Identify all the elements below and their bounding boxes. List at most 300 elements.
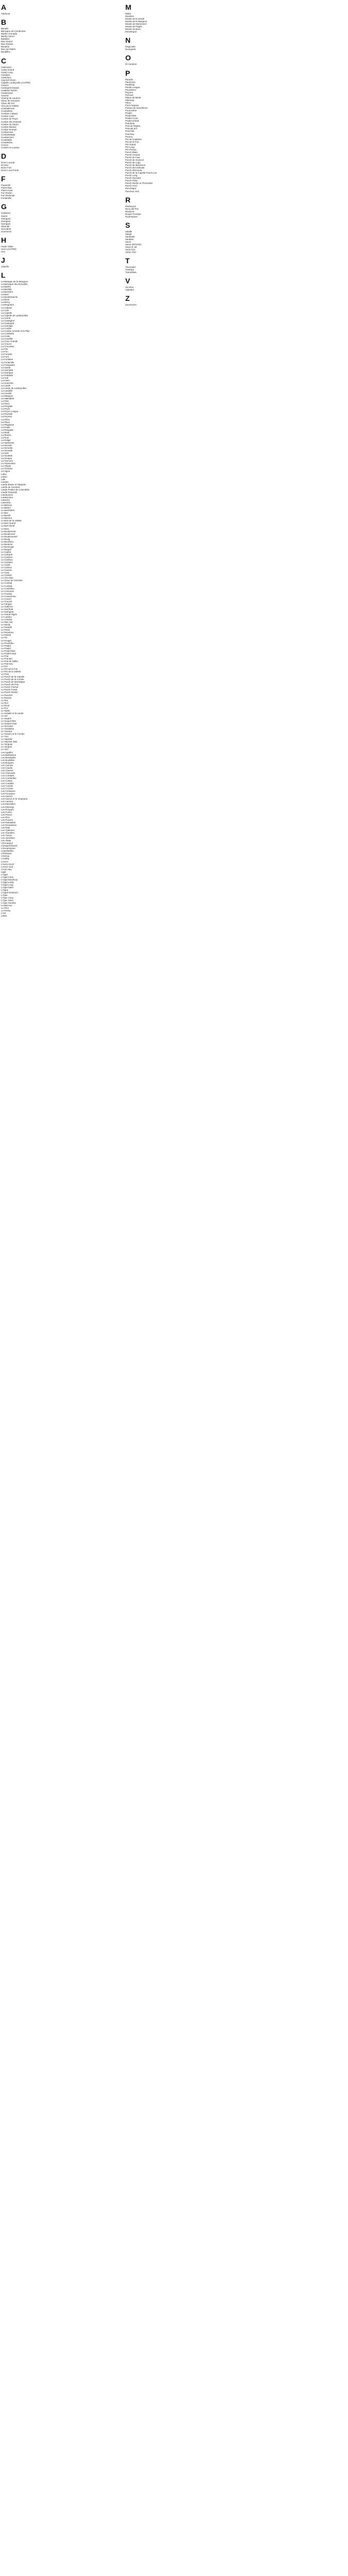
place-name-link[interactable]: La Jouvente xyxy=(1,381,13,384)
place-name-link[interactable]: Puech de Marsenon xyxy=(125,164,146,167)
place-name-link[interactable]: Zourveyms xyxy=(125,303,137,307)
place-name-link[interactable]: Pradel Bas xyxy=(125,114,137,117)
place-name-link[interactable]: Galiniace xyxy=(1,212,11,215)
place-name-link[interactable]: Lanta xyxy=(1,914,7,918)
place-name-link[interactable]: Le Prat de Nalbe xyxy=(1,659,18,663)
place-name-link[interactable]: Camp Grand xyxy=(1,68,14,71)
place-name-link[interactable]: Lo Pessu xyxy=(1,909,11,912)
place-name-link[interactable]: La Tribale xyxy=(1,465,11,468)
place-name-link[interactable]: Les Clauset xyxy=(1,769,13,772)
place-name-link[interactable]: Puech de Lugo xyxy=(125,161,141,164)
place-name-link[interactable]: Combe de Peyre xyxy=(1,117,18,121)
place-name-link[interactable]: Le Boudevrnet xyxy=(1,530,16,533)
place-name-link[interactable]: Saver (ROUTE) xyxy=(125,243,141,246)
place-name-link[interactable]: Combaléroes xyxy=(1,107,15,110)
place-name-link[interactable]: Le Puech de la Capelle xyxy=(1,675,25,679)
place-name-link[interactable]: Les Coudats xyxy=(1,782,14,785)
place-name-link[interactable]: Paumovio xyxy=(125,80,136,83)
place-name-link[interactable]: Puech Nouvadi xyxy=(125,177,141,180)
place-name-link[interactable]: Prenou xyxy=(125,135,133,138)
place-name-link[interactable]: Pédéfisal xyxy=(125,83,135,86)
place-name-link[interactable]: Le Pouchfau xyxy=(1,641,14,645)
place-name-link[interactable]: L'Ogal Long xyxy=(1,883,13,886)
place-name-link[interactable]: Haute Valas xyxy=(1,245,13,248)
place-name-link[interactable]: Malet xyxy=(125,12,131,15)
place-name-link[interactable]: Le Puechel xyxy=(1,693,12,697)
place-name-link[interactable]: Le Bois de la Valette xyxy=(1,519,22,522)
place-name-link[interactable]: Puech Cramat xyxy=(125,153,140,156)
place-name-link[interactable]: Lespelaelles xyxy=(1,850,14,853)
place-name-link[interactable]: Le Bois Rond xyxy=(1,524,15,528)
place-name-link[interactable]: Le Burgus xyxy=(1,548,12,551)
place-name-link[interactable]: Tirelebre xyxy=(125,268,135,272)
place-name-link[interactable]: L'Ojue Sourbie xyxy=(1,902,16,905)
place-name-link[interactable]: Les Barbasses xyxy=(1,753,16,756)
place-name-link[interactable]: Le Fangas xyxy=(1,602,12,605)
place-name-link[interactable]: L'Ogué Destruch xyxy=(1,891,18,894)
place-name-link[interactable]: Salaté xyxy=(125,232,132,235)
place-name-link[interactable]: Le Soladié et la Lande xyxy=(1,711,24,715)
place-name-link[interactable]: La Riale xyxy=(1,431,10,434)
place-name-link[interactable]: Les Plus xyxy=(1,816,10,819)
place-name-link[interactable]: La Bondetraunie xyxy=(1,296,18,299)
place-name-link[interactable]: Les Garrics xyxy=(1,795,13,798)
place-name-link[interactable]: Saver xyxy=(125,241,131,243)
place-name-link[interactable]: Combensse xyxy=(1,130,13,133)
place-name-link[interactable]: Landoueres xyxy=(1,493,13,496)
place-name-link[interactable]: Flazet Haut xyxy=(1,189,13,192)
place-name-link[interactable]: Dorre Louzial xyxy=(1,161,15,164)
place-name-link[interactable]: Les Combettes xyxy=(1,777,16,779)
place-name-link[interactable]: Combe Maonie xyxy=(1,125,16,128)
place-name-link[interactable]: Le Pradel Bas xyxy=(1,649,15,652)
place-name-link[interactable]: Le Roc xyxy=(1,706,8,709)
place-name-link[interactable]: La Peyrade xyxy=(1,413,13,416)
place-name-link[interactable]: La Peyre xyxy=(1,408,10,411)
place-name-link[interactable]: L'Ogal Saint xyxy=(1,886,13,889)
place-name-link[interactable]: Garriguel xyxy=(1,222,11,225)
place-name-link[interactable]: Sous l'Ort xyxy=(125,248,136,251)
place-name-link[interactable]: Le Mas Hut xyxy=(1,621,13,624)
place-name-link[interactable]: Puechagut xyxy=(125,187,136,190)
place-name-link[interactable]: Le Paradel xyxy=(1,626,12,629)
place-name-link[interactable]: Capelle Lardeyrolle (AUTRE) xyxy=(1,81,30,84)
place-name-link[interactable]: Le Puech del Fau xyxy=(1,683,19,686)
place-name-link[interactable]: La Carral xyxy=(1,316,11,319)
place-name-link[interactable]: Recu del Pec xyxy=(125,207,139,210)
place-name-link[interactable]: Bois Grand xyxy=(1,40,12,43)
place-name-link[interactable]: Le Garrifoat xyxy=(1,607,13,611)
place-name-link[interactable]: Le Bouvegat xyxy=(1,545,14,548)
place-name-link[interactable]: Plaine de Metel xyxy=(125,96,141,99)
place-name-link[interactable]: Les Tyalènes xyxy=(1,828,14,832)
place-name-link[interactable]: La Capelle de Lardeyrolles xyxy=(1,314,28,317)
place-name-link[interactable]: La Crouzette xyxy=(1,345,14,348)
place-name-link[interactable]: Puech Blanc xyxy=(125,150,138,154)
place-name-link[interactable]: Pont Fargues xyxy=(125,104,139,107)
place-name-link[interactable]: Le Pré de la Valette xyxy=(1,670,21,673)
place-name-link[interactable]: L'Escarrassou xyxy=(1,847,15,850)
place-name-link[interactable]: La Baraque de la Margune xyxy=(1,280,28,283)
place-name-link[interactable]: Mourlergue xyxy=(125,30,137,33)
place-name-link[interactable]: Le Cambou xyxy=(1,558,13,562)
place-name-link[interactable]: Le Prat xyxy=(1,654,9,657)
place-name-link[interactable]: Le Pebrat xyxy=(1,634,11,637)
place-name-link[interactable]: Cap Del Cleen xyxy=(1,78,16,81)
place-name-link[interactable]: Catalane Redon xyxy=(1,89,18,92)
place-name-link[interactable]: Les Caudis xyxy=(1,766,12,769)
place-name-link[interactable]: Joberlin xyxy=(1,265,9,268)
place-name-link[interactable]: Le Pradel xyxy=(1,647,11,650)
place-name-link[interactable]: Le Combal xyxy=(1,582,12,585)
place-name-link[interactable]: Le Caxy xyxy=(1,571,10,574)
place-name-link[interactable]: Le Prat Neu xyxy=(1,662,13,665)
place-name-link[interactable]: Le Clos Bas xyxy=(1,577,13,580)
place-name-link[interactable]: Crouzo xyxy=(1,143,9,146)
place-name-link[interactable]: Le Suquet Haut xyxy=(1,722,17,725)
place-name-link[interactable]: L'Ogal xyxy=(1,873,8,876)
place-name-link[interactable]: La Lande de Lardeyrolles xyxy=(1,386,27,389)
place-name-link[interactable]: Le Combat xyxy=(1,584,12,587)
place-name-link[interactable]: Paradis xyxy=(125,78,133,81)
place-name-link[interactable]: Canabes xyxy=(1,73,10,76)
place-name-link[interactable]: Boudilles xyxy=(1,50,10,54)
place-name-link[interactable]: Croisés et Londou xyxy=(1,146,20,149)
place-name-link[interactable]: Le Cardaire xyxy=(1,561,13,564)
place-name-link[interactable]: Les Tourelles xyxy=(1,831,14,834)
place-name-link[interactable]: Le Blanout xyxy=(1,517,12,520)
place-name-link[interactable]: Vernhes xyxy=(125,286,134,289)
place-name-link[interactable]: Les Boubilles xyxy=(1,758,15,761)
place-name-link[interactable]: Moulin de la Margune xyxy=(125,20,147,23)
place-name-link[interactable]: Le Galerme xyxy=(1,605,13,608)
place-name-link[interactable]: La Vigne xyxy=(1,470,10,473)
place-name-link[interactable]: Combes Cabara xyxy=(1,112,18,115)
place-name-link[interactable]: L'Ojue xyxy=(1,894,8,897)
place-name-link[interactable]: La Parro xyxy=(1,402,10,405)
place-name-link[interactable]: Pradel Grand xyxy=(125,120,139,123)
place-name-link[interactable]: Le Cambon xyxy=(1,556,13,559)
place-name-link[interactable]: La Fonsole xyxy=(1,353,12,356)
place-name-link[interactable]: Aiteboua xyxy=(1,12,10,15)
place-name-link[interactable]: Les Bessadels xyxy=(1,756,16,759)
place-name-link[interactable]: Plesu xyxy=(125,101,131,104)
place-name-link[interactable]: La Fite xyxy=(1,348,8,351)
place-name-link[interactable]: L'Herm xyxy=(1,860,9,863)
place-name-link[interactable]: Le Prés xyxy=(1,673,9,676)
place-name-link[interactable]: Le Bouig xyxy=(1,537,10,540)
place-name-link[interactable]: La Garde xyxy=(1,366,11,369)
place-name-link[interactable]: La Barraque des Escudiès xyxy=(1,283,28,286)
place-name-link[interactable]: Prat Neu xyxy=(125,132,135,135)
place-name-link[interactable]: La Coustille xyxy=(1,337,13,341)
place-name-link[interactable]: Claux del Sol xyxy=(1,102,14,105)
place-name-link[interactable]: La Roie xyxy=(1,436,9,439)
place-name-link[interactable]: Le Crouzel xyxy=(1,600,12,603)
place-name-link[interactable]: Le Sol xyxy=(1,714,8,717)
place-name-link[interactable]: Le Vert xyxy=(1,748,8,751)
place-name-link[interactable]: L'Ort xyxy=(1,912,6,915)
place-name-link[interactable]: La Salavetrie xyxy=(1,441,14,444)
place-name-link[interactable]: Le Puech Redon xyxy=(1,691,18,694)
place-name-link[interactable]: La Souque xyxy=(1,457,12,460)
place-name-link[interactable]: Le Riol xyxy=(1,701,8,704)
place-name-link[interactable]: Dorre Fort xyxy=(1,166,12,170)
place-name-link[interactable]: Therondel xyxy=(125,266,136,269)
place-name-link[interactable]: Roque Pourque xyxy=(125,212,141,215)
place-name-link[interactable]: Les Mazzelles xyxy=(1,803,15,806)
place-name-link[interactable]: Lavernha xyxy=(1,501,11,504)
place-name-link[interactable]: Garrot xyxy=(1,214,8,217)
place-name-link[interactable]: Le Causse xyxy=(1,569,12,572)
place-name-link[interactable]: La Castegral xyxy=(1,321,14,325)
place-name-link[interactable]: L'Ogue xyxy=(1,889,9,892)
place-name-link[interactable]: La Servette xyxy=(1,447,13,450)
place-name-link[interactable]: Hon xyxy=(1,250,6,253)
place-name-link[interactable]: La Lande xyxy=(1,384,11,387)
place-name-link[interactable]: Le Bois Grand xyxy=(1,522,16,525)
place-name-link[interactable]: La Brécy xyxy=(1,301,10,304)
place-name-link[interactable]: Le Pelusnes xyxy=(1,631,14,634)
place-name-link[interactable]: La Grabade xyxy=(1,374,13,377)
place-name-link[interactable]: Herm (AUTRE) xyxy=(1,247,16,250)
place-name-link[interactable]: Peyralemo xyxy=(125,88,136,91)
place-name-link[interactable]: Cabrosset xyxy=(1,65,12,69)
place-name-link[interactable]: L'Escargoul xyxy=(1,842,13,845)
place-name-link[interactable]: Barthe Verrel xyxy=(1,35,14,38)
place-name-link[interactable]: Barthe Crenada xyxy=(1,32,17,36)
place-name-link[interactable]: Pradel Court xyxy=(125,117,138,120)
place-name-link[interactable]: Sarabes xyxy=(125,238,134,241)
place-name-link[interactable]: La Combe Grande et la Plan xyxy=(1,329,30,332)
place-name-link[interactable]: Puech de la Capelle Puech Lier xyxy=(125,172,157,175)
place-name-link[interactable]: Pré Pichou xyxy=(125,148,137,151)
place-name-link[interactable]: Lande de Gumaret xyxy=(1,485,20,488)
place-name-link[interactable]: Le Pré de la Fon xyxy=(1,668,18,671)
place-name-link[interactable]: Le Cassou xyxy=(1,566,12,569)
place-name-link[interactable]: Claux de Gumarot xyxy=(1,99,20,103)
place-name-link[interactable]: Le Pradel xyxy=(1,644,11,647)
place-name-link[interactable]: Les Coustis xyxy=(1,785,13,788)
place-name-link[interactable]: Les Claussels xyxy=(1,771,15,774)
place-name-link[interactable]: Lande Redonde xyxy=(1,490,18,494)
place-name-link[interactable]: Lasserre xyxy=(1,498,10,501)
place-name-link[interactable]: La Peyre Longue xyxy=(1,410,19,413)
place-name-link[interactable]: Negsoutie xyxy=(125,45,136,48)
place-name-link[interactable]: Le Travaux xyxy=(1,730,12,733)
place-name-link[interactable]: La Landelle xyxy=(1,389,13,393)
place-name-link[interactable]: Le Pic xyxy=(1,636,8,639)
place-name-link[interactable]: La Fontaine xyxy=(1,358,13,361)
place-name-link[interactable]: Puech Long xyxy=(125,174,138,177)
place-name-link[interactable]: Tramafiluia xyxy=(125,271,137,274)
place-name-link[interactable]: Combettelade xyxy=(1,133,15,136)
place-name-link[interactable]: La Sole xyxy=(1,452,9,455)
place-name-link[interactable]: Les Pouvés xyxy=(1,818,13,821)
place-name-link[interactable]: La Pergade xyxy=(1,405,13,408)
place-name-link[interactable]: La Garridde xyxy=(1,368,13,371)
place-name-link[interactable]: Puech d'Ernoust xyxy=(125,169,142,172)
place-name-link[interactable]: L'Herm Nord xyxy=(1,862,14,866)
place-name-link[interactable]: Le Bouteza xyxy=(1,543,13,546)
place-name-link[interactable]: Le Bétroux xyxy=(1,504,12,507)
place-name-link[interactable]: Le Suquet Bas xyxy=(1,719,16,722)
place-name-link[interactable]: Les Burgues xyxy=(1,761,14,764)
place-name-link[interactable]: Champ de Lauriers xyxy=(1,97,21,100)
place-name-link[interactable]: Le Coustereau xyxy=(1,595,16,598)
place-name-link[interactable]: Le Boudessonel xyxy=(1,535,18,538)
place-name-link[interactable]: La Triclame xyxy=(1,467,13,470)
place-name-link[interactable]: Puech Verd xyxy=(125,184,137,188)
place-name-link[interactable]: Le Claux de Garnette xyxy=(1,579,23,582)
place-name-link[interactable]: La Lèvade xyxy=(1,392,12,395)
place-name-link[interactable]: Pré Grand xyxy=(125,143,136,146)
place-name-link[interactable]: Rasseynol xyxy=(125,205,136,208)
place-name-link[interactable]: Planeaty xyxy=(125,98,135,101)
place-name-link[interactable]: La Borie xyxy=(1,298,10,301)
place-name-link[interactable]: Lale xyxy=(1,478,6,481)
place-name-link[interactable]: Lafex xyxy=(1,472,7,476)
place-name-link[interactable]: L'Ojue Saint xyxy=(1,899,13,902)
place-name-link[interactable]: La Traverslére xyxy=(1,462,16,465)
place-name-link[interactable]: Ol Cendren xyxy=(125,63,137,66)
place-name-link[interactable]: La Peyrere xyxy=(1,415,12,418)
place-name-link[interactable]: Lardeyroles xyxy=(1,496,13,499)
place-name-link[interactable]: Banelle xyxy=(1,27,9,30)
place-name-link[interactable]: Les Fontaines xyxy=(1,790,15,793)
place-name-link[interactable]: La Tourcere xyxy=(1,460,13,463)
place-name-link[interactable]: Prat Filié xyxy=(125,130,135,133)
place-name-link[interactable]: Pourcestrie xyxy=(125,109,137,112)
place-name-link[interactable]: La Marguse xyxy=(1,395,13,398)
place-name-link[interactable]: Le Travers et le Combe xyxy=(1,733,25,736)
place-name-link[interactable]: Les Rats xyxy=(1,826,10,829)
place-name-link[interactable]: Casson xyxy=(1,83,9,87)
place-name-link[interactable]: La Rivière xyxy=(1,433,11,436)
place-name-link[interactable]: Moulin du Bosc xyxy=(125,28,141,31)
place-name-link[interactable]: La Rangade xyxy=(1,428,13,431)
place-name-link[interactable]: L'Ogal Cany xyxy=(1,875,14,878)
place-name-link[interactable]: Moulière xyxy=(125,15,134,18)
place-name-link[interactable]: La Croie Grande xyxy=(1,340,18,343)
place-name-link[interactable]: Le Bes xyxy=(1,512,8,515)
place-name-link[interactable]: La Combette xyxy=(1,332,14,335)
place-name-link[interactable]: Les Carneis xyxy=(1,764,13,767)
place-name-link[interactable]: La Hutt xyxy=(1,376,9,379)
place-name-link[interactable]: Le Combillou xyxy=(1,587,14,590)
place-name-link[interactable]: Vialettes xyxy=(125,289,134,292)
place-name-link[interactable]: Le Coudoy xyxy=(1,592,12,595)
place-name-link[interactable]: Les Rieutasses xyxy=(1,823,17,826)
place-name-link[interactable]: Les Ramadels xyxy=(1,821,16,824)
place-name-link[interactable]: Le Salas xyxy=(1,709,10,712)
place-name-link[interactable]: Le Vergnet xyxy=(1,745,12,749)
place-name-link[interactable]: La Servade xyxy=(1,449,13,452)
place-name-link[interactable]: Poteau de Saoutherra xyxy=(125,107,147,110)
place-name-link[interactable]: Peyrere xyxy=(125,91,134,94)
place-name-link[interactable]: La Boie xyxy=(1,293,9,296)
place-name-link[interactable]: Le Terondel xyxy=(1,725,13,728)
place-name-link[interactable]: Le Pouget xyxy=(1,639,12,642)
place-name-link[interactable]: La Imelo xyxy=(1,379,10,382)
place-name-link[interactable]: La Plagiasse xyxy=(1,423,14,426)
place-name-link[interactable]: La Bessière xyxy=(1,291,13,294)
place-name-link[interactable]: Lo Pèro xyxy=(1,907,9,910)
place-name-link[interactable]: Le Tondadou xyxy=(1,727,14,731)
place-name-link[interactable]: La Rollgé xyxy=(1,438,11,442)
place-name-link[interactable]: Le Puech de Montelgne xyxy=(1,681,25,684)
place-name-link[interactable]: Le Besell xyxy=(1,514,11,517)
place-name-link[interactable]: Combe du Garrin xyxy=(1,123,19,126)
place-name-link[interactable]: Puechen Vert xyxy=(125,190,139,193)
place-name-link[interactable]: Les Places xyxy=(1,813,12,816)
place-name-link[interactable]: Ligal xyxy=(1,870,6,873)
place-name-link[interactable]: Le Ramas xyxy=(1,696,12,699)
place-name-link[interactable]: Pestat Longue xyxy=(125,86,140,89)
place-name-link[interactable]: La Pèle xyxy=(1,400,9,403)
place-name-link[interactable]: Garriguet xyxy=(1,217,11,220)
place-name-link[interactable]: Pré Long xyxy=(125,145,135,148)
place-name-link[interactable]: La Bastide xyxy=(1,288,12,291)
place-name-link[interactable]: Combellore xyxy=(1,110,13,113)
place-name-link[interactable]: Bois del Pattre xyxy=(1,48,16,51)
place-name-link[interactable]: La Carriage xyxy=(1,324,13,327)
place-name-link[interactable]: Fon Redonde xyxy=(1,194,15,197)
place-name-link[interactable]: Combe Cave xyxy=(1,115,14,118)
place-name-link[interactable]: Le Chirard xyxy=(1,574,12,577)
place-name-link[interactable]: Le Truc xyxy=(1,735,9,738)
place-name-link[interactable]: Le Vergnas xyxy=(1,743,13,746)
place-name-link[interactable]: Le Calcanti xyxy=(1,553,12,556)
place-name-link[interactable]: Le Boudevnal xyxy=(1,532,15,535)
place-name-link[interactable]: La Coste xyxy=(1,335,10,338)
place-name-link[interactable]: La Garrigue xyxy=(1,371,13,374)
place-name-link[interactable]: Le Suquet xyxy=(1,717,12,720)
place-name-link[interactable]: Roumegous xyxy=(125,215,138,218)
place-name-link[interactable]: Coudelade xyxy=(1,138,12,141)
place-name-link[interactable]: La Prade xyxy=(1,426,10,429)
place-name-link[interactable]: Pichous xyxy=(125,93,134,96)
place-name-link[interactable]: Moulin de Marsennet xyxy=(125,23,147,26)
place-name-link[interactable]: Les Crozets xyxy=(1,787,13,790)
place-name-link[interactable]: Sioys el Hé xyxy=(125,246,137,249)
place-name-link[interactable]: Moulin de Pagès xyxy=(125,25,142,28)
place-name-link[interactable]: Le Cadral xyxy=(1,550,11,553)
place-name-link[interactable]: Puech Pelat xyxy=(125,179,138,182)
place-name-link[interactable]: La Piéce xyxy=(1,418,10,421)
place-name-link[interactable]: Le Casta xyxy=(1,564,10,567)
place-name-link[interactable]: Le Landeu xyxy=(1,616,12,619)
place-name-link[interactable]: Pré de la Fon xyxy=(125,140,139,143)
place-name-link[interactable]: L'Hort Hau xyxy=(1,868,12,871)
place-name-link[interactable]: Coutaledou xyxy=(1,141,13,144)
place-name-link[interactable]: Favarede xyxy=(1,184,11,187)
place-name-link[interactable]: La Cabane xyxy=(1,306,12,309)
place-name-link[interactable]: Les Costes xyxy=(1,779,12,783)
place-name-link[interactable]: Puech des Estivats xyxy=(125,166,145,170)
place-name-link[interactable]: Combe Sounpe xyxy=(1,128,17,131)
place-name-link[interactable]: Le Vayssac xyxy=(1,738,13,741)
place-name-link[interactable]: Moulin de la Garde xyxy=(125,18,145,21)
place-name-link[interactable]: Les Agadès xyxy=(1,751,13,754)
place-name-link[interactable]: Le Garriguet xyxy=(1,611,14,613)
place-name-link[interactable]: La Servale xyxy=(1,444,12,447)
place-name-link[interactable]: D'Artuo xyxy=(1,164,9,167)
place-name-link[interactable]: Le Mouly xyxy=(1,623,10,626)
place-name-link[interactable]: La Cale xyxy=(1,309,9,312)
place-name-link[interactable]: L'Herm Sud xyxy=(1,865,13,868)
place-name-link[interactable]: Les Tuvres xyxy=(1,834,12,837)
